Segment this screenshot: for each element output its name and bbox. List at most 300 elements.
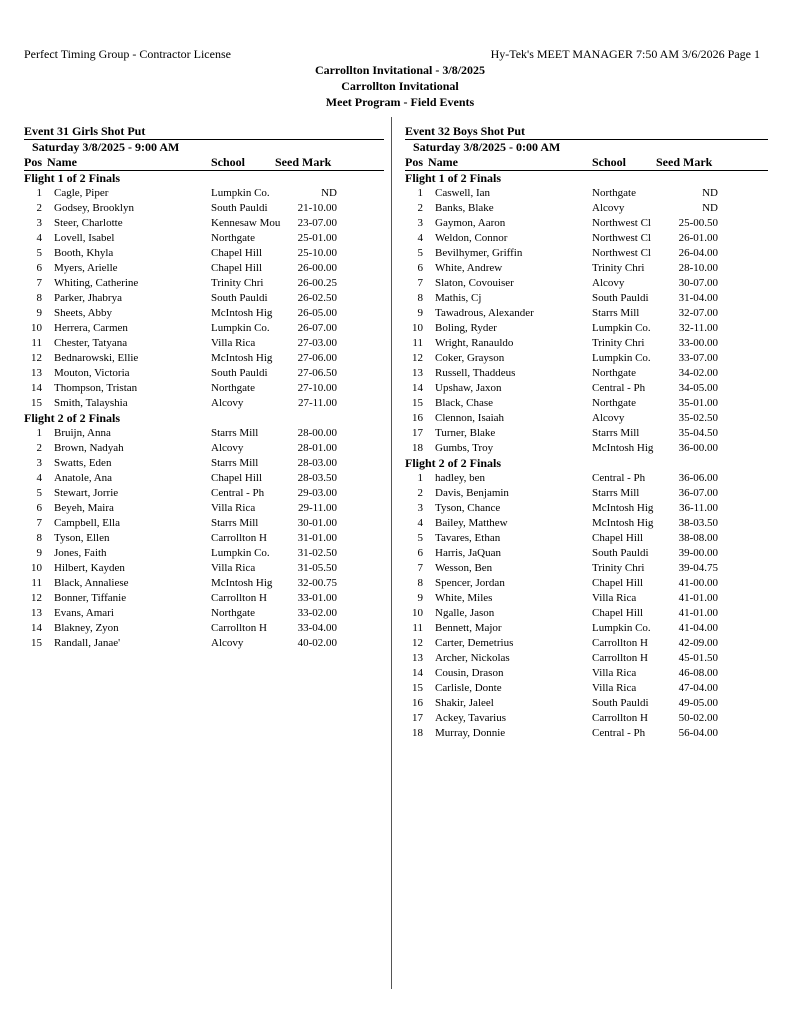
entry-seed-mark: 28-01.00	[297, 442, 337, 454]
entry-name: Bednarowski, Ellie	[54, 352, 139, 364]
entry-school: Villa Rica	[592, 667, 637, 679]
entry-school: Starrs Mill	[211, 427, 259, 439]
entry-school: South Pauldi	[211, 292, 268, 304]
entry-row	[24, 351, 384, 366]
entry-name: Harris, JaQuan	[435, 547, 501, 559]
entry-school: McIntosh Hig	[592, 502, 654, 514]
entry-seed-mark: 35-04.50	[678, 427, 718, 439]
entry-name: Lovell, Isabel	[54, 232, 115, 244]
entry-row	[405, 291, 768, 306]
entry-name: Stewart, Jorrie	[54, 487, 119, 499]
entry-name: Bevilhymer, Griffin	[435, 247, 523, 259]
entry-pos: 11	[31, 337, 42, 349]
entry-seed-mark: 36-06.00	[678, 472, 718, 484]
entry-seed-mark: 33-02.00	[297, 607, 337, 619]
entry-seed-mark: 25-01.00	[297, 232, 337, 244]
entry-school: Alcovy	[211, 397, 244, 409]
entry-school: Northgate	[592, 397, 636, 409]
entry-row	[405, 471, 768, 486]
entry-row	[24, 606, 384, 621]
entry-name: Davis, Benjamin	[435, 487, 509, 499]
entry-seed-mark: 31-02.50	[297, 547, 337, 559]
entry-pos: 12	[412, 637, 423, 649]
entry-row	[405, 711, 768, 726]
entry-pos: 3	[36, 457, 42, 469]
entry-pos: 4	[36, 472, 42, 484]
entry-row	[24, 336, 384, 351]
entry-seed-mark: 23-07.00	[297, 217, 337, 229]
entry-school: Carrollton H	[211, 592, 267, 604]
entry-pos: 7	[36, 277, 42, 289]
meet-titles	[0, 62, 800, 110]
entry-seed-mark: 28-03.50	[297, 472, 337, 484]
entry-row	[24, 306, 384, 321]
entry-seed-mark: 33-01.00	[297, 592, 337, 604]
entry-pos: 13	[31, 607, 42, 619]
entry-name: Caswell, Ian	[435, 187, 490, 199]
entry-name: Bailey, Matthew	[435, 517, 508, 529]
entry-school: Carrollton H	[211, 532, 267, 544]
entry-row	[24, 471, 384, 486]
entry-row	[24, 396, 384, 411]
entry-name: Beyeh, Maira	[54, 502, 114, 514]
entry-row	[405, 666, 768, 681]
entry-seed-mark: 33-04.00	[297, 622, 337, 634]
entry-row	[24, 216, 384, 231]
entry-pos: 1	[417, 472, 423, 484]
entry-school: Starrs Mill	[211, 457, 259, 469]
entry-pos: 15	[31, 397, 42, 409]
entry-pos: 5	[36, 487, 42, 499]
entry-pos: 8	[417, 292, 423, 304]
header-school: School	[211, 155, 246, 169]
entry-row	[405, 246, 768, 261]
event-31-column	[24, 123, 384, 651]
entry-name: Boling, Ryder	[435, 322, 497, 334]
entry-row	[405, 426, 768, 441]
entry-pos: 12	[31, 352, 42, 364]
entry-school: McIntosh Hig	[592, 517, 654, 529]
entry-pos: 1	[36, 187, 42, 199]
entry-school: Trinity Chri	[592, 262, 645, 274]
entry-row	[405, 576, 768, 591]
entry-name: Whiting, Catherine	[54, 277, 139, 289]
entry-pos: 18	[412, 442, 423, 454]
entry-name: Brown, Nadyah	[54, 442, 124, 454]
entry-name: Turner, Blake	[435, 427, 496, 439]
entry-seed-mark: 35-01.00	[678, 397, 718, 409]
entry-school: Starrs Mill	[592, 487, 640, 499]
entry-name: Wesson, Ben	[435, 562, 493, 574]
entry-school: Alcovy	[592, 202, 625, 214]
entry-seed-mark: 29-03.00	[297, 487, 337, 499]
entry-row	[24, 186, 384, 201]
entry-seed-mark: 41-01.00	[678, 592, 718, 604]
header-pos: Pos	[405, 155, 423, 169]
entry-name: Godsey, Brooklyn	[54, 202, 134, 214]
entry-pos: 13	[412, 367, 423, 379]
entry-name: Gumbs, Troy	[435, 442, 494, 454]
entry-pos: 17	[412, 427, 423, 439]
entry-name: Archer, Nickolas	[435, 652, 510, 664]
entry-school: Chapel Hill	[211, 247, 263, 259]
entry-pos: 8	[36, 532, 42, 544]
entry-school: Starrs Mill	[592, 427, 640, 439]
entry-seed-mark: 26-00.00	[297, 262, 337, 274]
entry-row	[24, 441, 384, 456]
entry-pos: 10	[412, 322, 423, 334]
entry-school: South Pauldi	[592, 547, 649, 559]
entry-school: Alcovy	[211, 637, 244, 649]
flight-heading: Flight 1 of 2 Finals	[24, 171, 121, 185]
entry-school: Carrollton H	[211, 622, 267, 634]
entry-pos: 2	[417, 487, 423, 499]
entry-row	[405, 501, 768, 516]
entry-seed-mark: 26-01.00	[678, 232, 718, 244]
entry-school: Alcovy	[592, 412, 625, 424]
entry-school: Chapel Hill	[592, 607, 644, 619]
column-header	[24, 155, 384, 171]
entry-seed-mark: 27-11.00	[297, 397, 337, 409]
entry-name: Sheets, Abby	[54, 307, 113, 319]
entry-pos: 4	[417, 517, 423, 529]
entry-row	[405, 516, 768, 531]
entry-pos: 7	[417, 277, 423, 289]
entry-pos: 8	[417, 577, 423, 589]
entry-seed-mark: 39-00.00	[678, 547, 718, 559]
entry-seed-mark: 56-04.00	[678, 727, 718, 739]
entry-seed-mark: ND	[702, 202, 718, 214]
entry-row	[24, 426, 384, 441]
entry-pos: 1	[417, 187, 423, 199]
entry-name: Tavares, Ethan	[435, 532, 501, 544]
entry-name: Herrera, Carmen	[54, 322, 128, 334]
entry-pos: 10	[31, 322, 42, 334]
entry-pos: 5	[417, 532, 423, 544]
entry-school: Lumpkin Co.	[592, 622, 651, 634]
entry-row	[405, 636, 768, 651]
entry-name: Gaymon, Aaron	[435, 217, 506, 229]
entry-row	[405, 546, 768, 561]
entry-seed-mark: 32-07.00	[678, 307, 718, 319]
entry-name: Smith, Talayshia	[54, 397, 128, 409]
entry-seed-mark: 26-04.00	[678, 247, 718, 259]
entry-seed-mark: 46-08.00	[678, 667, 718, 679]
entry-name: Shakir, Jaleel	[435, 697, 494, 709]
entry-name: Mouton, Victoria	[54, 367, 130, 379]
entry-name: Ngalle, Jason	[435, 607, 495, 619]
entry-seed-mark: 36-00.00	[678, 442, 718, 454]
entry-seed-mark: 36-07.00	[678, 487, 718, 499]
entry-school: Villa Rica	[592, 682, 637, 694]
entry-school: Starrs Mill	[592, 307, 640, 319]
entry-school: McIntosh Hig	[211, 577, 273, 589]
entry-school: Carrollton H	[592, 637, 648, 649]
entry-row	[24, 246, 384, 261]
entry-name: Randall, Janae'	[54, 637, 121, 649]
entry-seed-mark: 27-03.00	[297, 337, 337, 349]
entry-row	[405, 411, 768, 426]
entry-pos: 13	[412, 652, 423, 664]
entry-school: Starrs Mill	[211, 517, 259, 529]
entry-name: Campbell, Ella	[54, 517, 120, 529]
header-pos: Pos	[24, 155, 42, 169]
entry-name: Tyson, Ellen	[54, 532, 110, 544]
entry-seed-mark: 34-02.00	[678, 367, 718, 379]
entry-school: McIntosh Hig	[211, 307, 273, 319]
entry-row	[405, 561, 768, 576]
entry-school: Alcovy	[211, 442, 244, 454]
entry-name: Bonner, Tiffanie	[54, 592, 127, 604]
entry-name: Chester, Tatyana	[54, 337, 128, 349]
entry-seed-mark: 28-10.00	[678, 262, 718, 274]
entry-pos: 2	[417, 202, 423, 214]
entry-pos: 14	[412, 667, 423, 679]
entry-row	[405, 531, 768, 546]
event-date: Saturday 3/8/2025 - 9:00 AM	[32, 140, 180, 154]
entry-pos: 9	[417, 307, 423, 319]
entry-seed-mark: 33-07.00	[678, 352, 718, 364]
entry-row	[24, 636, 384, 651]
entry-pos: 5	[417, 247, 423, 259]
entry-row	[24, 591, 384, 606]
entry-seed-mark: 25-00.50	[678, 217, 718, 229]
entry-school: Northwest Cl	[592, 247, 651, 259]
entry-pos: 10	[31, 562, 42, 574]
entry-school: Lumpkin Co.	[592, 352, 651, 364]
entry-seed-mark: 30-07.00	[678, 277, 718, 289]
entry-row	[405, 591, 768, 606]
entry-school: South Pauldi	[592, 697, 649, 709]
entry-row	[24, 201, 384, 216]
entry-seed-mark: 26-00.25	[297, 277, 337, 289]
entry-school: Northwest Cl	[592, 232, 651, 244]
entry-pos: 17	[412, 712, 423, 724]
entry-name: Bruijn, Anna	[54, 427, 111, 439]
entry-seed-mark: ND	[702, 187, 718, 199]
entry-row	[405, 696, 768, 711]
entry-school: South Pauldi	[211, 367, 268, 379]
entry-seed-mark: 34-05.00	[678, 382, 718, 394]
entry-school: Chapel Hill	[592, 532, 644, 544]
entry-row	[24, 561, 384, 576]
entry-seed-mark: 32-11.00	[678, 322, 718, 334]
software-timestamp-line: Hy-Tek's MEET MANAGER 7:50 AM 3/6/2026 Page 1	[490, 47, 760, 61]
entry-row	[405, 621, 768, 636]
entry-school: Lumpkin Co.	[211, 187, 270, 199]
entry-name: Murray, Donnie	[435, 727, 506, 739]
entry-row	[405, 681, 768, 696]
entry-row	[24, 231, 384, 246]
entry-row	[24, 621, 384, 636]
entry-school: McIntosh Hig	[211, 352, 273, 364]
entry-row	[24, 576, 384, 591]
entry-row	[405, 201, 768, 216]
header-name: Name	[47, 155, 77, 169]
entry-seed-mark: 35-02.50	[678, 412, 718, 424]
entry-seed-mark: 41-04.00	[678, 622, 718, 634]
entry-seed-mark: 26-05.00	[297, 307, 337, 319]
entry-pos: 14	[412, 382, 423, 394]
entry-pos: 16	[412, 412, 423, 424]
entry-pos: 8	[36, 292, 42, 304]
entry-seed-mark: 41-01.00	[678, 607, 718, 619]
entry-pos: 11	[412, 337, 423, 349]
entry-name: Carlisle, Donte	[435, 682, 502, 694]
entry-row	[24, 486, 384, 501]
entry-seed-mark: 30-01.00	[297, 517, 337, 529]
entry-name: Thompson, Tristan	[54, 382, 138, 394]
flight-heading: Flight 1 of 2 Finals	[405, 171, 502, 185]
entry-row	[24, 291, 384, 306]
header-seed: Seed Mark	[275, 155, 332, 169]
entry-pos: 6	[417, 547, 423, 559]
entry-name: Parker, Jhabrya	[54, 292, 122, 304]
entry-pos: 18	[412, 727, 423, 739]
entry-name: Russell, Thaddeus	[435, 367, 516, 379]
entry-name: Wright, Ranauldo	[435, 337, 514, 349]
header-name: Name	[428, 155, 458, 169]
entry-seed-mark: 49-05.00	[678, 697, 718, 709]
entry-school: Villa Rica	[592, 592, 637, 604]
entry-name: Upshaw, Jaxon	[435, 382, 502, 394]
entry-name: White, Miles	[435, 592, 493, 604]
entry-school: South Pauldi	[592, 292, 649, 304]
entry-school: Lumpkin Co.	[211, 322, 270, 334]
header-school: School	[592, 155, 627, 169]
entry-pos: 5	[36, 247, 42, 259]
entry-seed-mark: 27-06.50	[297, 367, 337, 379]
entry-school: Villa Rica	[211, 562, 256, 574]
entry-school: Carrollton H	[592, 652, 648, 664]
entry-pos: 3	[417, 217, 423, 229]
entry-seed-mark: 50-02.00	[678, 712, 718, 724]
entry-pos: 3	[36, 217, 42, 229]
entry-pos: 16	[412, 697, 423, 709]
entry-school: Northgate	[592, 187, 636, 199]
entry-name: Evans, Amari	[54, 607, 114, 619]
entry-name: Carter, Demetrius	[435, 637, 514, 649]
entry-seed-mark: 39-04.75	[678, 562, 718, 574]
entry-name: Blakney, Zyon	[54, 622, 119, 634]
entry-name: Swatts, Eden	[54, 457, 112, 469]
entry-school: Trinity Chri	[592, 562, 645, 574]
entry-school: Northgate	[211, 382, 255, 394]
entry-name: Steer, Charlotte	[54, 217, 123, 229]
entry-pos: 12	[31, 592, 42, 604]
entry-school: Central - Ph	[592, 727, 646, 739]
entry-name: Hilbert, Kayden	[54, 562, 125, 574]
entry-name: Anatole, Ana	[54, 472, 113, 484]
entry-seed-mark: 47-04.00	[678, 682, 718, 694]
entry-seed-mark: 26-07.00	[297, 322, 337, 334]
entry-row	[24, 261, 384, 276]
entry-school: Northgate	[211, 607, 255, 619]
entry-row	[405, 216, 768, 231]
entry-name: Spencer, Jordan	[435, 577, 505, 589]
entry-seed-mark: 32-00.75	[297, 577, 337, 589]
entry-pos: 11	[31, 577, 42, 589]
entry-seed-mark: 31-04.00	[678, 292, 718, 304]
entry-row	[405, 651, 768, 666]
entry-row	[405, 321, 768, 336]
entry-school: Villa Rica	[211, 337, 256, 349]
entry-school: Alcovy	[592, 277, 625, 289]
entry-row	[24, 321, 384, 336]
entry-row	[405, 351, 768, 366]
entry-pos: 9	[417, 592, 423, 604]
entry-school: Carrollton H	[592, 712, 648, 724]
entry-name: Tyson, Chance	[435, 502, 501, 514]
entry-seed-mark: 21-10.00	[297, 202, 337, 214]
entry-row	[405, 396, 768, 411]
entry-seed-mark: 36-11.00	[678, 502, 718, 514]
entry-pos: 1	[36, 427, 42, 439]
entry-seed-mark: 40-02.00	[297, 637, 337, 649]
entry-pos: 2	[36, 202, 42, 214]
entry-name: Clennon, Isaiah	[435, 412, 505, 424]
column-header	[405, 155, 768, 171]
entry-seed-mark: ND	[321, 187, 337, 199]
entry-seed-mark: 45-01.50	[678, 652, 718, 664]
entry-name: hadley, ben	[435, 472, 485, 484]
entry-name: Black, Annaliese	[54, 577, 129, 589]
event-date: Saturday 3/8/2025 - 0:00 AM	[413, 140, 561, 154]
entry-row	[405, 276, 768, 291]
entry-seed-mark: 28-00.00	[297, 427, 337, 439]
entry-school: Central - Ph	[592, 472, 646, 484]
entry-name: Cagle, Piper	[54, 187, 109, 199]
entry-row	[405, 336, 768, 351]
entry-pos: 2	[36, 442, 42, 454]
entry-pos: 13	[31, 367, 42, 379]
entry-row	[24, 276, 384, 291]
meet-title: Carrollton Invitational - 3/8/2025	[314, 63, 486, 77]
entry-school: Villa Rica	[211, 502, 256, 514]
entry-pos: 10	[412, 607, 423, 619]
entry-school: Kennesaw Mou	[211, 217, 281, 229]
entry-school: Northwest Cl	[592, 217, 651, 229]
entry-seed-mark: 25-10.00	[297, 247, 337, 259]
entry-pos: 4	[36, 232, 42, 244]
entry-pos: 6	[36, 262, 42, 274]
entry-row	[24, 501, 384, 516]
entry-name: Booth, Khyla	[54, 247, 114, 259]
entry-pos: 14	[31, 622, 42, 634]
entry-row	[24, 381, 384, 396]
entry-row	[405, 381, 768, 396]
entry-row	[24, 546, 384, 561]
entry-seed-mark: 27-10.00	[297, 382, 337, 394]
entry-pos: 7	[417, 562, 423, 574]
entry-name: Banks, Blake	[435, 202, 494, 214]
entry-seed-mark: 42-09.00	[678, 637, 718, 649]
entry-row	[405, 306, 768, 321]
entry-row	[24, 531, 384, 546]
entry-seed-mark: 31-01.00	[297, 532, 337, 544]
entry-school: Trinity Chri	[592, 337, 645, 349]
entry-school: Trinity Chri	[211, 277, 264, 289]
entry-school: McIntosh Hig	[592, 442, 654, 454]
entry-school: Central - Ph	[211, 487, 265, 499]
entry-seed-mark: 38-08.00	[678, 532, 718, 544]
entry-row	[405, 606, 768, 621]
entry-pos: 4	[417, 232, 423, 244]
entry-seed-mark: 33-00.00	[678, 337, 718, 349]
meet-subtitle: Carrollton Invitational	[341, 79, 459, 93]
entry-pos: 15	[412, 682, 423, 694]
entry-seed-mark: 41-00.00	[678, 577, 718, 589]
